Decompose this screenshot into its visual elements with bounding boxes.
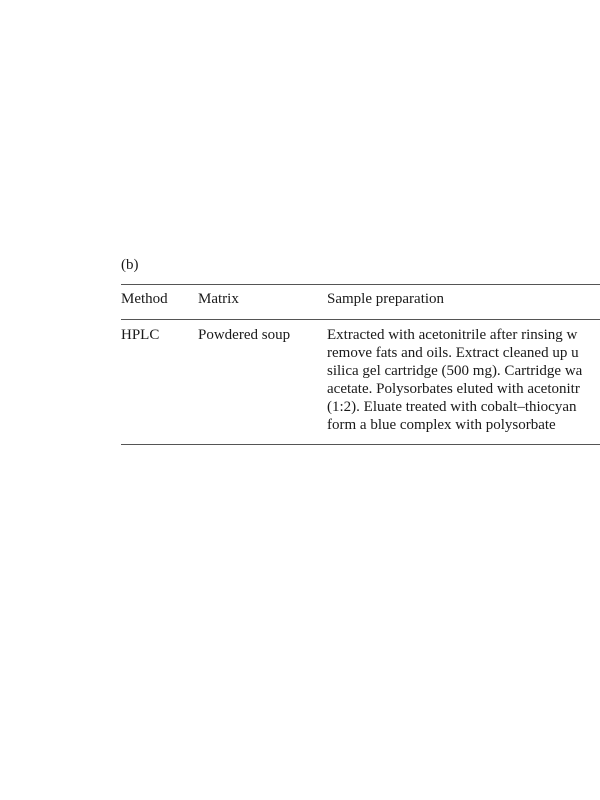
cell-sample-preparation	[327, 326, 600, 434]
header-matrix: Matrix	[198, 291, 239, 307]
header-sample-preparation: Sample preparation	[327, 291, 445, 307]
cell-matrix: Powdered soup	[198, 327, 291, 343]
table-bottom-rule	[121, 444, 600, 445]
prep-line: silica gel cartridge (500 mg). Cartridge wa	[327, 363, 583, 379]
table-header-rule	[121, 319, 600, 320]
prep-line: form a blue complex with polysorbate	[327, 417, 556, 433]
cell-method: HPLC	[121, 327, 160, 343]
prep-line: acetate. Polysorbates eluted with acetonitr	[327, 381, 580, 397]
header-method: Method	[121, 291, 168, 307]
table-top-rule	[121, 284, 600, 285]
prep-line: Extracted with acetonitrile after rinsing w	[327, 327, 578, 343]
table-label: (b)	[121, 257, 139, 273]
prep-line: remove fats and oils. Extract cleaned up u	[327, 345, 579, 361]
prep-line: (1:2). Eluate treated with cobalt–thiocyan	[327, 399, 577, 415]
